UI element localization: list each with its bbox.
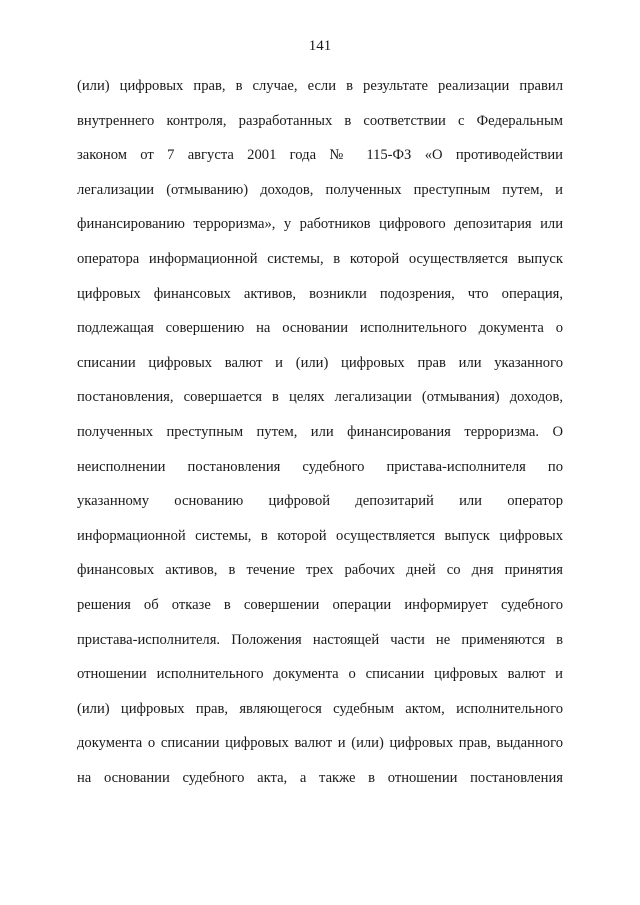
text-line: оператора информационной системы, в которой осуществляется выпуск xyxy=(77,250,563,267)
text-line: решения об отказе в совершении операции информирует судебного xyxy=(77,596,563,613)
text-line: финансовых активов, в течение трех рабочих дней со дня принятия xyxy=(77,562,563,579)
body-text xyxy=(77,76,563,802)
text-line: отношении исполнительного документа о списании цифровых валют и xyxy=(77,666,563,683)
text-line: постановления, совершается в целях легализации (отмывания) доходов, xyxy=(77,389,563,406)
text-line: документа о списании цифровых валют и (или) цифровых прав, выданного xyxy=(77,735,563,752)
text-line: финансированию терроризма», у работников цифрового депозитария или xyxy=(77,216,563,233)
text-line: (или) цифровых прав, в случае, если в результате реализации правил xyxy=(77,78,563,94)
text-line: (или) цифровых прав, являющегося судебным актом, исполнительного xyxy=(77,700,563,717)
text-line: цифровых финансовых активов, возникли подозрения, что операция, xyxy=(77,285,563,302)
text-line: легализации (отмыванию) доходов, полученных преступным путем, и xyxy=(77,181,563,198)
text-line: на основании судебного акта, а также в отношении постановления xyxy=(77,769,563,786)
text-line: указанному основанию цифровой депозитарий или оператор xyxy=(77,493,563,510)
text-line: списании цифровых валют и (или) цифровых прав или указанного xyxy=(77,354,563,371)
text-line: полученных преступным путем, или финансирования терроризма. О xyxy=(77,423,563,440)
text-line: пристава-исполнителя. Положения настоящей части не применяются в xyxy=(77,631,563,648)
text-line: законом от 7 августа 2001 года № 115-ФЗ «О противодействии xyxy=(77,147,563,164)
page-number: 141 xyxy=(308,38,332,54)
text-line: неисполнении постановления судебного пристава-исполнителя по xyxy=(77,458,563,475)
text-line: подлежащая совершению на основании исполнительного документа о xyxy=(77,320,563,337)
text-line: информационной системы, в которой осуществляется выпуск цифровых xyxy=(77,527,563,544)
text-line: внутреннего контроля, разработанных в соответствии с Федеральным xyxy=(77,112,563,129)
